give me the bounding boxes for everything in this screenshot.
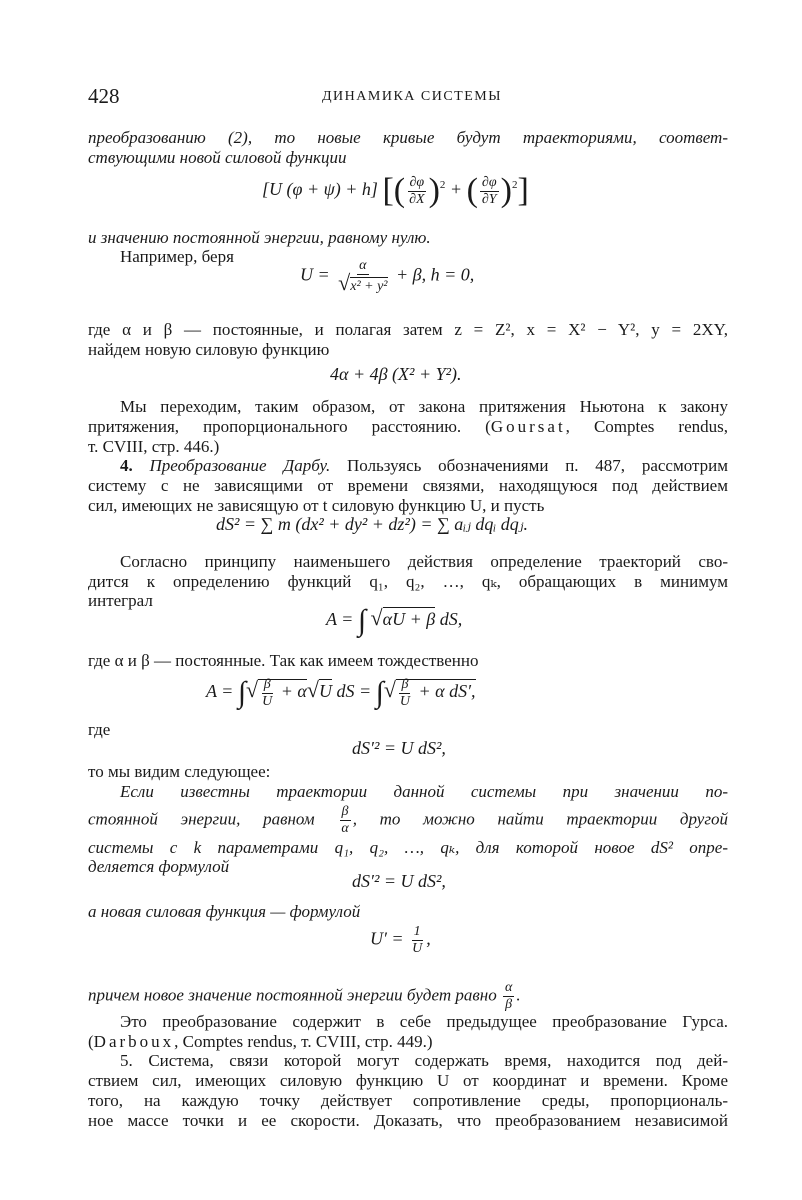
text-line: Это преобразование содержит в себе предыдущее преобразование Гурса. xyxy=(120,1012,728,1031)
denominator: U xyxy=(412,941,423,956)
formula-action-integral: A = ∫ √αU + β dS, xyxy=(326,604,463,637)
text-line: где xyxy=(88,720,111,739)
numerator: 1 xyxy=(413,924,421,939)
text-line: стоянной энергии, равном $\frac{\beta}{\alpha}$ , то можно найти траектории другой xyxy=(88,804,728,836)
denominator: U xyxy=(262,693,273,709)
formula-part: U = xyxy=(300,264,330,285)
text-line: Мы переходим, таким образом, от закона притяжения Ньютона к закону xyxy=(120,397,728,416)
text-line: где α и β — постоянные. Так как имеем тождественно xyxy=(88,651,479,670)
text-line: преобразованию (2), то новые кривые будут траекториями, соответ- xyxy=(88,128,728,147)
text-line: ствием сил, имеющих силовую функцию U от координат и времени. Кроме xyxy=(88,1071,728,1090)
denominator: ∂Y xyxy=(481,191,497,207)
author-name: Darboux xyxy=(93,1032,175,1051)
denominator: √x² + y² xyxy=(338,270,388,295)
text-line: того, на каждую точку действует сопротивление среды, пропорциональ- xyxy=(88,1091,728,1110)
section-heading-line: 4. Преобразование Дарбу. Пользуясь обозначениями п. 487, рассмотрим xyxy=(120,456,728,475)
fraction xyxy=(407,175,426,208)
section-title: Преобразование Дарбу. xyxy=(149,456,331,475)
fraction xyxy=(480,175,499,208)
numerator: β xyxy=(341,804,349,819)
fraction xyxy=(503,980,514,1013)
exponent: 2 xyxy=(511,179,518,192)
formula-new-metric: dS′² = U dS², xyxy=(352,738,446,758)
text-line: интеграл xyxy=(88,591,153,610)
formula-new-force-function: U′ = $\frac{1}{U}$ , xyxy=(370,924,431,956)
text-line: (Darboux, Comptes rendus, т. CVIII, стр. 449.) xyxy=(88,1032,433,1051)
text-line: то мы видим следующее: xyxy=(88,762,271,781)
denominator: ∂X xyxy=(409,191,425,207)
fraction xyxy=(339,804,350,837)
numerator: α xyxy=(359,258,367,273)
page-number: 428 xyxy=(88,84,120,108)
formula-metric: dS² = ∑ m (dx² + dy² + dz²) = ∑ aᵢⱼ dqᵢ dqⱼ. xyxy=(216,514,529,534)
numerator: ∂φ xyxy=(481,174,497,190)
fraction xyxy=(398,677,412,710)
text-line: Согласно принципу наименьшего действия определение траекторий сво- xyxy=(120,552,728,571)
denominator: β xyxy=(505,997,513,1012)
text-line: найдем новую силовую функцию xyxy=(88,340,330,359)
formula-part: + β, h = 0, xyxy=(396,264,475,285)
formula-new-force: 4α + 4β (X² + Y²). xyxy=(330,364,462,384)
formula-new-metric-2: dS′² = U dS², xyxy=(352,871,446,891)
formula-part: + xyxy=(449,179,463,200)
text-line: деляется формулой xyxy=(88,857,230,876)
numerator: ∂φ xyxy=(409,174,425,190)
formula-potential xyxy=(300,258,474,295)
denominator: U xyxy=(399,693,411,709)
author-name: Goursat xyxy=(490,417,566,436)
fraction xyxy=(410,924,424,957)
text-line: и значению постоянной энергии, равному нулю. xyxy=(88,228,431,247)
exponent: 2 xyxy=(439,179,446,192)
numerator: β xyxy=(401,676,409,692)
text-line: Например, беря xyxy=(120,247,234,266)
text-line: Если известны траектории данной системы при значении по- xyxy=(120,782,728,801)
numerator: α xyxy=(504,980,513,995)
text-line: а новая силовая функция — формулой xyxy=(88,902,361,921)
text-line: 5. Система, связи которой могут содержать время, находится под дей- xyxy=(120,1051,728,1070)
radicand: αU + β xyxy=(382,609,436,630)
text-line: систему с не зависящими от времени связями, находящуюся под действием xyxy=(88,476,728,495)
numerator: β xyxy=(263,676,271,692)
text-line: где α и β — постоянные, и полагая затем z = Z², x = X² − Y², y = 2XY, xyxy=(88,320,728,339)
text-line: т. CVIII, стр. 446.) xyxy=(88,437,220,456)
text-line: сил, имеющих не зависящую от t силовую функцию U, и пусть xyxy=(88,496,545,515)
text-line: причем новое значение постоянной энергии будет равно $\frac{\alpha}{\beta}$ . xyxy=(88,980,521,1012)
formula-part: [U (φ + ψ) + h] xyxy=(262,179,378,200)
fraction xyxy=(260,677,274,710)
formula-force-function: [U (φ + ψ) + h] [( $\frac{\partial\varphi}{\partial X}$ )$^2$ + ( $\frac{\partial\varphi}{\partial Y}$ )$^2$] xyxy=(262,172,529,209)
text-line: дится к определению функций q₁, q₂, …, qₖ, обращающих в минимум xyxy=(88,572,728,591)
denominator: α xyxy=(341,821,349,836)
formula-action-identity: A = ∫√ $\frac{\beta}{U}$ + α√U dS = ∫√ $\frac{\beta}{U}$ + α dS′, xyxy=(206,676,476,709)
fraction xyxy=(336,258,389,295)
text-line: ное массе точки и ее скорости. Доказать, что преобразованием независимой xyxy=(88,1111,728,1130)
text-line: притяжения, пропорционального расстоянию. (Goursat, Comptes rendus, xyxy=(88,417,728,436)
running-title: ДИНАМИКА СИСТЕМЫ xyxy=(322,89,502,104)
text-line: ствующими новой силовой функции xyxy=(88,148,347,167)
text-line: системы с k параметрами q₁, q₂, …, qₖ, для которой новое dS² опре- xyxy=(88,838,728,857)
